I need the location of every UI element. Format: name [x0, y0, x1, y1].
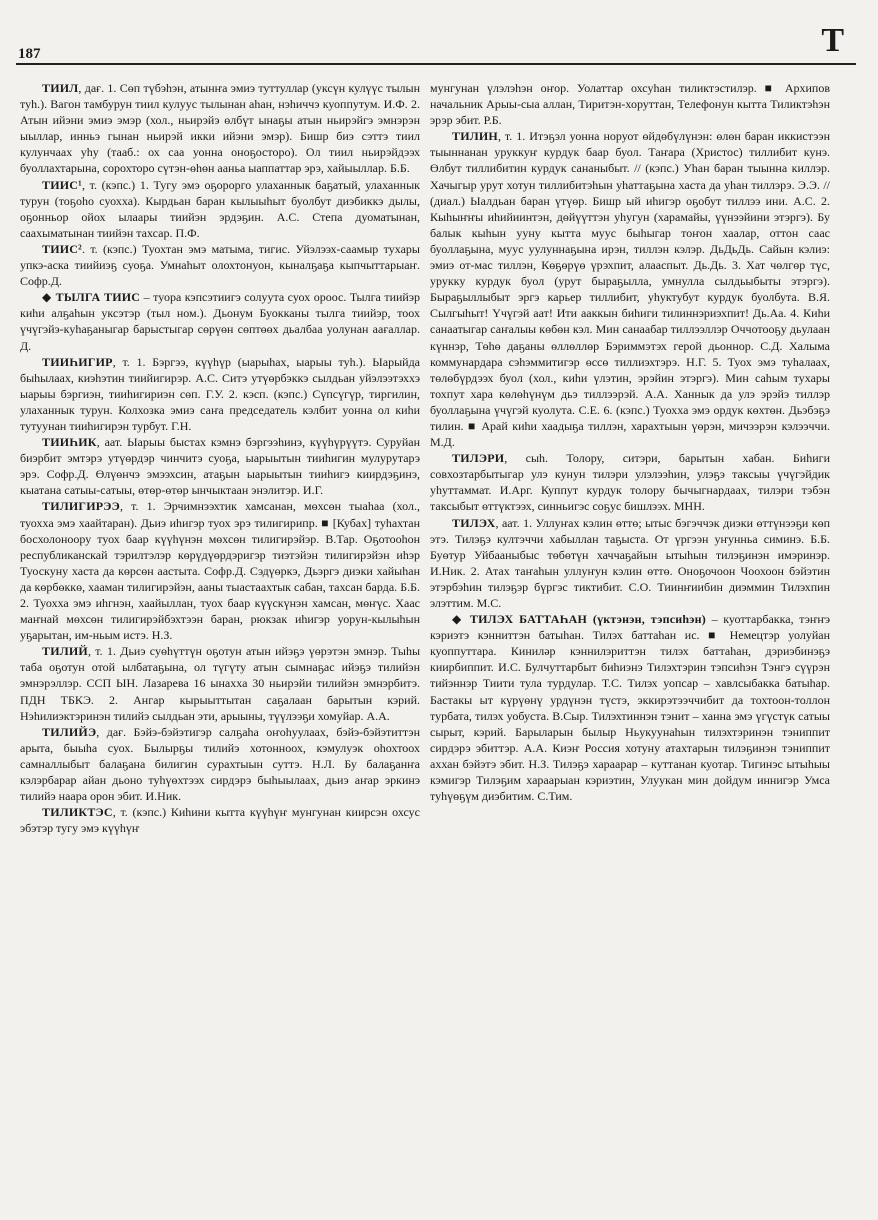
entry-text: т. (кэпс.) Туохтан эмэ матыма, тигис. Уйэлээх-саамыр тухары упкэ-аска тиийиэҕ суоҕа. Умнаһыт олохтонуон, кыналҕаҕа кыпчыттарыаҥ. Софр.Д. — [20, 241, 420, 289]
headword: ТИИС¹ — [42, 177, 82, 192]
left-column — [20, 80, 420, 1180]
entry-text: т. 1. Бэргээ, күүһүр (ыарыһах, ыарыы туһ.). Ыарыйда быһылаах, киэһэтин тиийигирэр. А.С. Ситэ утүөрбэккэ сылдьан уйэлээтэххэ ыарыы бэргиэн, тииһигириэн сөп. Г.У. 2. кэсп. (кэпс.) Сүпсүгүр, тиргилин, улаханнык турун. Колхозка эмиэ саҥа председатель кэлбит уонна ол киһи тутуунан тииһигирэн турбут. Г.Н. — [20, 354, 420, 433]
headword: ТИЛИН — [452, 129, 498, 144]
entry-text: т. (кэпс.) Киһини кытта күүһүҥ мунгунан киирсэн охсус эбэтэр тугу эмэ күүһүҥ — [20, 805, 420, 836]
entry-text: т. 1. Эрчимнээхтик хамсанан, мөхсөн тыаһаа (хол., туохха эмэ хаайтаран). Дьиэ иһигэр туох эрэ тилигирипр. ■ [Кубах] туһахтан босхолоноору туох баар күүһүнэн мөхсөн тилигирэйэр. В.Тар. Оҕотооһон республиканскай тэрилтэлэр көрүдүөрдэригэр тиэтэйэн тилигирэйэн иһэр Туоскуну хаста да көрсөн аастыта. Софр.Д. Сэдүөркэ, Дьэргэ диэки хайыһан да көрбөккө, хааман тилигирэйэн, ааны тыастаахтык сабан, тахсан барда. Б.Б. 2. Туохха эмэ иһгнэн, хаайыллан, туох баар күүскүнэн хамсан, мөҥүс. Хаас маҥнай мөхсөн тилигирэйбэхтээн баран, рюкзак иһигэр уорун-кылыһын уҕарытан, им-ньым истэ. Н.З. — [20, 499, 420, 643]
entry-text: сыһ. Толору, ситэри, барытын хабан. Биһиги совхозтарбытыгар улэ кунун тилэри улэлээһин, улэҕэ таксыы үчүгэйдик уһуттаммат. И.Арг. Куппут курдук толору бычыгнардаах, тилэри тэбэн таксыбыт өттүктээх, синньигэс соҕус бишлээх. МНН. — [430, 451, 830, 514]
entry-tiihigir: ТИИҺИГИР, т. 1. Бэргээ, күүһүр (ыарыһах, ыарыы туһ.). Ыарыйда быһылаах, киэһэтин тиийигирэр. А.С. Ситэ утүөрбэккэ сылдьан уйэлээтэххэ ыарыы бэргиэн, тииһигириэн сөп. Г.У. 2. кэсп. (кэпс.) Сүпсүгүр, тиргилин, улаханнык турун. Колхозка эмиэ саҥа председатель кэлбит уонна ол киһи тутуунан тииһигирэн турбут. Г.Н. — [20, 354, 420, 433]
entry-tilekh: ТИЛЭХ, аат. 1. Уллуҥах кэлин өттө; ытыс бэгэччэк диэки өттүнээҕи көп этэ. Тилэҕэ култэччи хабыллан таҕыста. От үргээн уҥунньа симинэ. Б.Б. Буөтур Уйбааныбыс төбөтүн хаччаҕайын ытыһын тилэҕинэн имэринэр. И.Ник. 2. Атах таҥаһын уллуҥун кэлин өттө. Оноҕочоон Чоохоон бэйэтин этэрбэһин тилэҕэр бүргэс тиктибит. С.О. Тиинҥиибин диэммин Тилэхпин элэттим. М.С. — [430, 515, 830, 610]
headword: ТИЛИКТЭС — [42, 805, 113, 820]
entry-tiliye: ТИЛИЙЭ, дағ. Бэйэ-бэйэтигэр салҕаһа оҥоһуулаах, бэйэ-бэйэтиттэн арыта, быыһа суох. Былырҕы тилийэ хотонноох, кэмулуэк оһохтоох самналлыбыт балаҕана билигин сурахтыын суттэ. Н.Л. Бу балаҕанҥа кэлэрбарар айан дьоно туһүөхтээх сирдэрэ быһыылаах, дьиэ аҥар эркинэ тилийэ наара орон эбит. И.Ник. — [20, 724, 420, 804]
entry-text: дағ. 1. Сөп түбэһэн, атынҥа эмиэ туттуллар (уксүн кулүүс тылын туһ.). Вагон тамбурун тиил кулууc тылынан аһан, нэһиччэ куоппутум. И.Ф. 2. Атын ийэни эмиэ эмэр (хол., ньирэйэ өлбүт ынаҕы атын ньирэйгэ эмнэрэн ыыллар, инньэ гынан ньирэй икки ийэни эмэр). Бишр биэ сэттэ тиил кулунчаах уһу (тааб.: ох саа уонна оноҕосторо). Ол тиил ньирэйдээх буоллахтарына, сорохторо сүтэн-өһөн ааньа ыаппаттар эрэ, хайыыллар. Б.Б. — [20, 81, 420, 176]
entry-tilekh-battahan — [430, 611, 830, 804]
headword: ◆ ТИЛЭХ БАТТАҺАН (үктэнэн, тэпсиһэн) — [452, 612, 706, 627]
entry-text: т. 1. Итэҕэл уонна норуот өйдөбүлүнэн: өлөн баран иккистээн тыыннанан уруккуҥ курдук баар буол. Таҥара (Христос) тиллибит кунэ. Өлбут тиллибитин курдук сананыбыт. // (кэпс.) Уһан баран тыынна киллэр. Хачыгыр урут хотун тиллибитэһын уһаттаҕына хаста да уһан тиллэрэ. Э.Э. // (диал.) Ыалдьан баран үтүөр. Бишр ый иһигэр оҕобут тиллээ ини. А.С. 2. Кыһыҥҥы иһийиинтэн, дөйүүттэн уһугун (харамайы, үүнээйини этэргэ). Бу балык кыһын ууну кытта муус быһыгар тоҥон хаалар, оттон саас буоллаҕына, муус уулуннаҕына ирэн, тиллэн кэлэр. ДьДьДь. Сайын кэлиэ: эмиэ от-мас тиллэн, Көҕөрүө үрэхпит, алааспыт. Дь.Дь. 3. Хат чөлгөр түс, урукку курдук буол (урут быраҕылла, умнулла сылдьыбыты этэргэ). Быраҕыллыбыт эргэ карьер тиллибит, уһуктубут курдук буолбута. В.Я. Сылгыһыт! Үчүгэй аат! Ити ааккын биһиги тилиннэриэхпит! Дь.Аа. 4. Киһи санаатыгар саҥалыы көбөн кэл. Мин санаабар тиллээллэр Оччотооҕу дьулаан күннэр, Төһө даҕаны өллөллөр Бэриммэтэх герой дьоннор. С.Д. Халыма коммунардара сэһэммитигэр өссө тиллиэхтэрэ. Н.Г. 5. Туох эмэ туһалаах, төлөбүрдээх буол (хол., киһи үлэтин, эрэйин этэргэ). Мин саһым тухары тохпут хара көлөһүнүм дьэ тиллээрэй. А.А. Ханнык да улэ эрэйэ тиллэр буоллаҕына үчүгэй куолута. С.Е. 6. (кэпс.) Туохха эмэ ордук көхтөн. Дьэбэҕэ тилин. ■ Арай киһи хаадыҕа тиллэн, харахтыын үөрэн, мичээрэн кэлээччи. М.Д. — [430, 129, 830, 450]
entry-text: – куоттарбакка, тэҥҥэ кэриэтэ кэнниттэн батыһан. Тилэх баттаһан ис. ■ Немецтэр уолуйан куоппуттара. Киниләр кэннилэриттэн тилэх баттаһан, дэриэбинэҕэ киирбиппит. И.С. Булчуттарбыт биһиэнэ Тилэхтэрин тэпсиһэн Тэнгэ сүүрэн тийэннэр Тиити тула турдулар. Т.С. Тилэх уопсар – хавлсыбакка батыһар. Бастакы ыт күрүөнү урдүнэн түстэ, эккирэтээччибит да тохтоон-толлон турбата, тилэх уобуста. В.Сыр. Тилэхтиннэн тэнит – ханна эмэ үгүстүк сатыы сырыт, кэрий. Барыларын былыр Ньукуунаһын тилэхтэринэн тэниппит сирдэрэ эбиттэр. А.А. Киэҥ Россия хотуну атахтарын тилэҕинэн тэниппит аххан бэйэтэ эбит. Н.З. Тилэҕэ хараарар – куттанан куотар. Тигинэс ытыһыы кэмигэр Тилэҕим хараарыан кэриэтин, Улуукан мин дойдум иннигэр Умса туһүөҕүм диэбитим. С.Тим. — [430, 612, 830, 804]
headword: ТИЛИЙЭ — [42, 724, 97, 739]
page-number: 187 — [18, 46, 41, 62]
entry-text: дағ. Бэйэ-бэйэтигэр салҕаһа оҥоһуулаах, бэйэ-бэйэтиттэн арыта, быыһа суох. Былырҕы тилийэ хотонноох, кэмулуэк оһохтоох самналлыбыт балаҕана билигин сурахтыын суттэ. Н.Л. Бу балаҕанҥа кэлэрбарар айан дьоно туһүөхтээх сирдэрэ быһыылаах, дьиэ аҥар эркинэ тилийэ наара орон эбит. И.Ник. — [20, 724, 420, 804]
entry-text: аат. 1. Уллуҥах кэлин өттө; ытыс бэгэччэк диэки өттүнээҕи көп этэ. Тилэҕэ култэччи хабыллан таҕыста. От үргээн уҥунньа симинэ. Б.Б. Буөтур Уйбааныбыс төбөтүн хаччаҕайын ытыһын тилэҕинэн имэринэр. И.Ник. 2. Атах таҥаһын уллуҥун кэлин өттө. Оноҕочоон Чоохоон бэйэтин этэрбэһин тилэҕэр бүргэс тиктибит. С.О. Тиинҥиибин диэммин Тилэхпин элэттим. М.С. — [430, 515, 830, 610]
right-column — [430, 80, 830, 1180]
headword: ◆ ТЫЛГА ТИИС — [42, 290, 141, 305]
header-rule — [16, 63, 856, 65]
headword: ТИЛЭРИ — [452, 451, 505, 466]
entry-text: т. 1. Дьиэ суөһүттүн оҕотун атын ийэҕэ үөрэтэн эмнэр. Тыһы таба оҕотун отой ылбатаҕына, ол түгүту атын сымнаҕас ийэҕэ тилийэн эмнэрэллэр. ССП ЫН. Лазарева 16 ынахха 30 ньирэйи тилийэн эмнэрбитэ. ПДН ТБКЭ. 2. Ангар кырыыттытан саҕалаан барытын кэрий. Нэһилиэктэринэн тилийэ сылдьан эти, арыыны, түүлээҕи хомуйар. А.А. — [20, 644, 420, 723]
entry-text: т. (кэпс.) 1. Тугу эмэ оҕорорго улаханнык баҕатый, улаханнык турун (тоҕоһо суохха). Кырдьан баран кылыыһыт буолбут диэбиккэ дылы, оҕонньор ойох ылаары тиийэн эрдэҕин. А.С. Степа дуоматынан, саахыматынан тиийэн тахсар. П.Ф. — [20, 177, 420, 240]
entry-tilin: ТИЛИН, т. 1. Итэҕэл уонна норуот өйдөбүлүнэн: өлөн баран иккистээн тыыннанан уруккуҥ курдук баар буол. Таҥара (Христос) тиллибит кунэ. Өлбут тиллибитин курдук сананыбыт. // (кэпс.) Уһан баран тыынна киллэр. Хачыгыр урут хотун тиллибитэһын уһаттаҕына хаста да уһан тиллэрэ. Э.Э. // (диал.) Ыалдьан баран үтүөр. Бишр ый иһигэр оҕобут тиллээ ини. А.С. 2. Кыһыҥҥы иһийиинтэн, дөйүүттэн уһугун (харамайы, үүнээйини этэргэ). Бу балык кыһын ууну кытта муус быһыгар тоҥон хаалар, оттон саас буоллаҕына, муус уулуннаҕына ирэн, тиллэн кэлэр. ДьДьДь. Сайын кэлиэ: эмиэ от-мас тиллэн, Көҕөрүө үрэхпит, алааспыт. Дь.Дь. 3. Хат чөлгөр түс, урукку курдук буол (урут быраҕылла, умнулла сылдьыбыты этэргэ). Быраҕыллыбыт эргэ карьер тиллибит, уһуктубут курдук буолбута. В.Я. Сылгыһыт! Үчүгэй аат! Ити ааккын биһиги тилиннэриэхпит! Дь.Аа. 4. Киһи санаатыгар саҥалыы көбөн кэл. Мин санаабар тиллээллэр Оччотооҕу дьулаан күннэр, Төһө даҕаны өллөллөр Бэриммэтэх герой дьоннор. С.Д. Халыма коммунардара сэһэммитигэр өссө тиллиэхтэрэ. Н.Г. 5. Туох эмэ туһалаах, төлөбүрдээх буол (хол., киһи үлэтин, эрэйин этэргэ). Мин саһым тухары тохпут хара көлөһүнүм дьэ тиллээрэй. А.А. Ханнык да улэ эрэйэ тиллэр буоллаҕына үчүгэй куолута. С.Е. 6. (кэпс.) Туохха эмэ ордук көхтөн. Дьэбэҕэ тилин. ■ Арай киһи хаадыҕа тиллэн, харахтыын үөрэн, мичээрэн кэлээччи. М.Д. — [430, 129, 830, 450]
entry-text: аат. Ыарыы быстах кэмнэ бэргээһинэ, күүһүрүүтэ. Суруйан биэрбит эмтэрэ утүөрдэр чинчитэ суоҕа, ыарыытын тииһигин мулурутарэ эрэ. Софр.Д. Өлүөнчэ эмээхсин, атаҕын ыарыытын тииһигэ киирдэҕинэ, кыатана сатыы-сатыы, өтөр-өтөр ынчыктаан энэлитэр. И.Г. — [20, 435, 420, 498]
headword: ТИЛИГИРЭЭ — [42, 499, 120, 514]
entry-tiihik: ТИИҺИК, аат. Ыарыы быстах кэмнэ бэргээһинэ, күүһүрүүтэ. Суруйан биэрбит эмтэрэ утүөрдэр чинчитэ суоҕа, ыарыытын тииһигин мулурутарэ эрэ. Софр.Д. Өлүөнчэ эмээхсин, атаҕын ыарыытын тииһигэ киирдэҕинэ, кыатана сатыы-сатыы, өтөр-өтөр ынчыктаан энэлитэр. И.Г. — [20, 435, 420, 498]
entry-tylga-tiis — [20, 289, 420, 353]
entry-tiliktes: ТИЛИКТЭС, т. (кэпс.) Киһини кытта күүһүҥ мунгунан киирсэн охсус эбэтэр тугу эмэ күүһүҥ — [20, 805, 420, 836]
headword: ТИИҺИГИР — [42, 354, 113, 369]
entry-tiligiree: ТИЛИГИРЭЭ, т. 1. Эрчимнээхтик хамсанан, мөхсөн тыаһаа (хол., туохха эмэ хаайтаран). Дьиэ иһигэр туох эрэ тилигирипр. ■ [Кубах] туһахтан босхолоноору туох баар күүһүнэн мөхсөн тилигирэйэр. В.Тар. Оҕотооһон республиканскай тэрилтэлэр көрүдүөрдэригэр тиэтэйэн тилигирэйэн иһэр Туоскуну хаста да көрсөн аастыта. Софр.Д. Сэдүөркэ, Дьэргэ диэки хайыһан да көрбөккө, хааман тилигирэйэн, ааны тыастаахтык сабан, тахсан барда. Б.Б. 2. Туохха эмэ иһгнэн, хаайыллан, туох баар күүскүнэн хамсан, мөҥүс. Хаас маҥнай мөхсөн тилигирэйбэхтээн баран, рюкзак иһигэр уорун-кылыһын уҕарытан, им-ньым истэ. Н.З. — [20, 499, 420, 643]
headword: ТИИЛ — [42, 81, 79, 95]
entry-tileri: ТИЛЭРИ, сыһ. Толору, ситэри, барытын хабан. Биһиги совхозтарбытыгар улэ кунун тилэри улэлээһин, улэҕэ таксыы үчүгэйдик уһуттаммат. И.Арг. Куппут курдук толору бычыгнардаах, тилэри тэбэн таксыбыт өттүктээх, синньигэс соҕус бишлээх. МНН. — [430, 451, 830, 514]
entry-continuation — [430, 80, 830, 128]
headword: ТИЛЭХ — [452, 515, 496, 530]
entry-tiis-2: ТИИС². т. (кэпс.) Туохтан эмэ матыма, тигис. Уйэлээх-саамыр тухары упкэ-аска тиийиэҕ суоҕа. Умнаһыт олохтонуон, кыналҕаҕа кыпчыттарыаҥ. Софр.Д. — [20, 241, 420, 289]
entry-tiliy: ТИЛИЙ, т. 1. Дьиэ суөһүттүн оҕотун атын ийэҕэ үөрэтэн эмнэр. Тыһы таба оҕотун отой ылбатаҕына, ол түгүту атын сымнаҕас ийэҕэ тилийэн эмнэрэллэр. ССП ЫН. Лазарева 16 ынахха 30 ньирэйи тилийэн эмнэрбитэ. ПДН ТБКЭ. 2. Ангар кырыыттытан саҕалаан барытын кэрий. Нэһилиэктэринэн тилийэ сылдьан эти, арыыны, түүлээҕи хомуйар. А.А. — [20, 644, 420, 723]
headword: ТИИҺИК — [42, 435, 97, 450]
entry-text: – туора кэпсэтиигэ солуута суох ороос. Тылга тиийэр киһи алҕаһын уксэтэр (тыл ном.). Дьонум Буокканы тылга тиийэр, тоох үчүгэйэ-куһаҕаныгар барыстыгар сөрүөн сөптөөх дьалбаа уолунан аағаллар. Д. — [20, 290, 420, 353]
headword: ТИЛИЙ — [42, 644, 88, 659]
headword: ТИИС² — [42, 241, 82, 256]
entry-text: мунгунан үлэлэһэн оҥор. Уолаттар охсуһан тиликтэстилэр. ■ Архипов начальник Арыы-сыа аллан, Тиритэн-хоруттан, Телефонун кытта Тиликтэһэн эрэр эбит. Р.Б. — [430, 81, 830, 128]
running-letter: Т — [821, 22, 844, 59]
entry-tiis-1: ТИИС¹, т. (кэпс.) 1. Тугу эмэ оҕорорго улаханнык баҕатый, улаханнык турун (тоҕоһо суохха). Кырдьан баран кылыыһыт буолбут диэбиккэ дылы, оҕонньор ойох ылаары тиийэн эрдэҕин. А.С. Степа дуоматынан, саахыматынан тиийэн тахсар. П.Ф. — [20, 177, 420, 240]
entry-tiil: ТИИЛ, дағ. 1. Сөп түбэһэн, атынҥа эмиэ туттуллар (уксүн кулүүс тылын туһ.). Вагон тамбурун тиил кулууc тылынан аһан, нэһиччэ куоппутум. И.Ф. 2. Атын ийэни эмиэ эмэр (хол., ньирэйэ өлбүт ынаҕы атын ньирэйгэ эмнэрэн ыыллар, инньэ гынан ньирэй икки ийэни эмэр). Бишр биэ сэттэ тиил кулунчаах уһу (тааб.: ох саа уонна оноҕосторо). Ол тиил ньирэйдээх буоллахтарына, сорохторо сүтэн-өһөн ааньа ыаппаттар эрэ, хайыыллар. Б.Б. — [20, 81, 420, 176]
